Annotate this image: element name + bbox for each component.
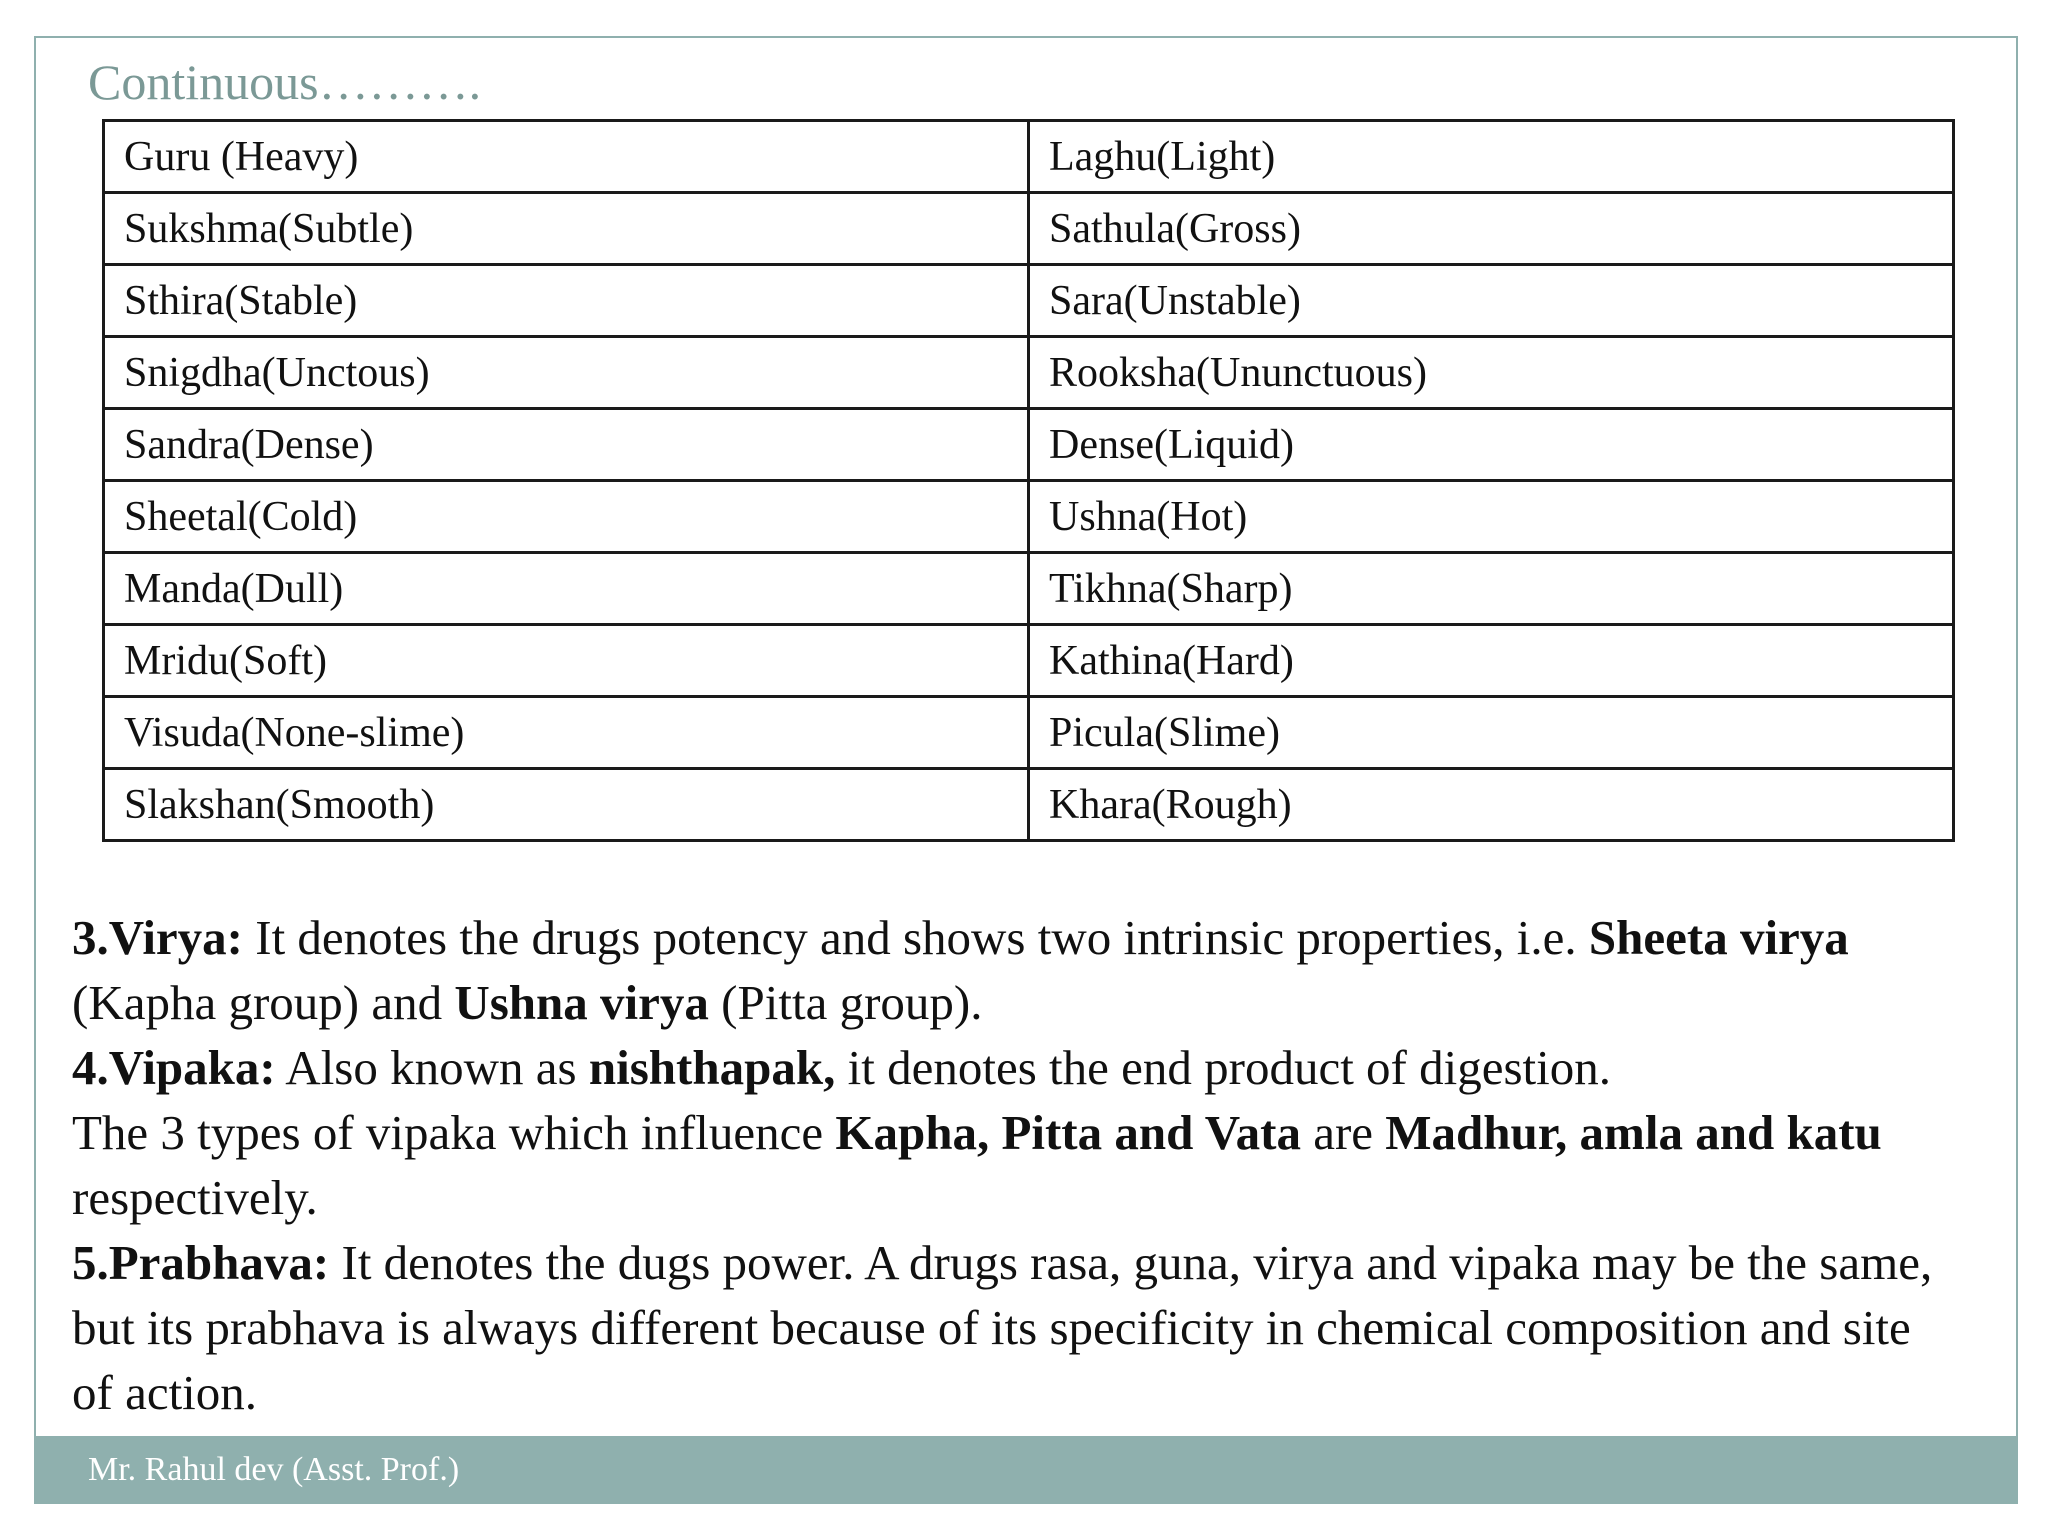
table-row xyxy=(104,337,1954,409)
table-cell: Manda(Dull) xyxy=(104,553,1029,625)
table-cell: Khara(Rough) xyxy=(1029,769,1954,841)
table-cell: Sheetal(Cold) xyxy=(104,481,1029,553)
table-row xyxy=(104,193,1954,265)
table-cell: Guru (Heavy) xyxy=(104,121,1029,193)
table-cell: Tikhna(Sharp) xyxy=(1029,553,1954,625)
table-cell: Laghu(Light) xyxy=(1029,121,1954,193)
table-cell: Sathula(Gross) xyxy=(1029,193,1954,265)
table-cell: Ushna(Hot) xyxy=(1029,481,1954,553)
table-cell: Sthira(Stable) xyxy=(104,265,1029,337)
virya-text: (Pitta group). xyxy=(708,975,983,1030)
vipaka-heading: 4.Vipaka: xyxy=(72,1040,276,1095)
vipaka-text: The 3 types of vipaka which influence xyxy=(72,1105,836,1160)
table-cell: Picula(Slime) xyxy=(1029,697,1954,769)
dosha-terms: Kapha, Pitta and Vata xyxy=(835,1105,1301,1160)
vipaka-text: respectively. xyxy=(72,1170,318,1225)
vipaka-text: are xyxy=(1300,1105,1386,1160)
table-row xyxy=(104,553,1954,625)
table-cell: Sandra(Dense) xyxy=(104,409,1029,481)
footer-bar xyxy=(34,1436,2018,1504)
table-cell: Snigdha(Unctous) xyxy=(104,337,1029,409)
nishthapak-term: nishthapak, xyxy=(588,1040,836,1095)
table-row xyxy=(104,769,1954,841)
vipaka-types-paragraph xyxy=(72,1100,1942,1230)
table-row xyxy=(104,121,1954,193)
virya-heading: 3.Virya: xyxy=(72,910,243,965)
table-row xyxy=(104,265,1954,337)
vipaka-text: Also known as xyxy=(275,1040,589,1095)
sheeta-virya-term: Sheeta virya xyxy=(1588,910,1849,965)
table-cell: Rooksha(Ununctuous) xyxy=(1029,337,1954,409)
body-text xyxy=(72,905,1942,1425)
slide-title: Continuous………. xyxy=(88,54,482,110)
vipaka-text: it denotes the end product of digestion. xyxy=(835,1040,1612,1095)
table-cell: Dense(Liquid) xyxy=(1029,409,1954,481)
virya-paragraph xyxy=(72,905,1942,1035)
table-cell: Sukshma(Subtle) xyxy=(104,193,1029,265)
virya-text: It denotes the drugs potency and shows two intrinsic properties, i.e. xyxy=(243,910,1589,965)
table-cell: Kathina(Hard) xyxy=(1029,625,1954,697)
table-cell: Slakshan(Smooth) xyxy=(104,769,1029,841)
table-row xyxy=(104,481,1954,553)
ushna-virya-term: Ushna virya xyxy=(454,975,709,1030)
prabhava-paragraph xyxy=(72,1230,1942,1425)
table-row xyxy=(104,409,1954,481)
table-cell: Visuda(None-slime) xyxy=(104,697,1029,769)
prabhava-text: It denotes the dugs power. A drugs rasa, guna, virya and vipaka may be the same, but its prabhava is always different because of its specificity in chemical composition and site of action. xyxy=(72,1235,1933,1420)
virya-text: (Kapha group) and xyxy=(72,975,455,1030)
prabhava-heading: 5.Prabhava: xyxy=(72,1235,330,1290)
footer-author: Mr. Rahul dev (Asst. Prof.) xyxy=(88,1451,460,1488)
table-cell: Sara(Unstable) xyxy=(1029,265,1954,337)
table-row xyxy=(104,625,1954,697)
guna-properties-table xyxy=(102,119,1955,842)
vipaka-paragraph xyxy=(72,1035,1942,1100)
table-cell: Mridu(Soft) xyxy=(104,625,1029,697)
vipaka-types-terms: Madhur, amla and katu xyxy=(1385,1105,1882,1160)
table-row xyxy=(104,697,1954,769)
